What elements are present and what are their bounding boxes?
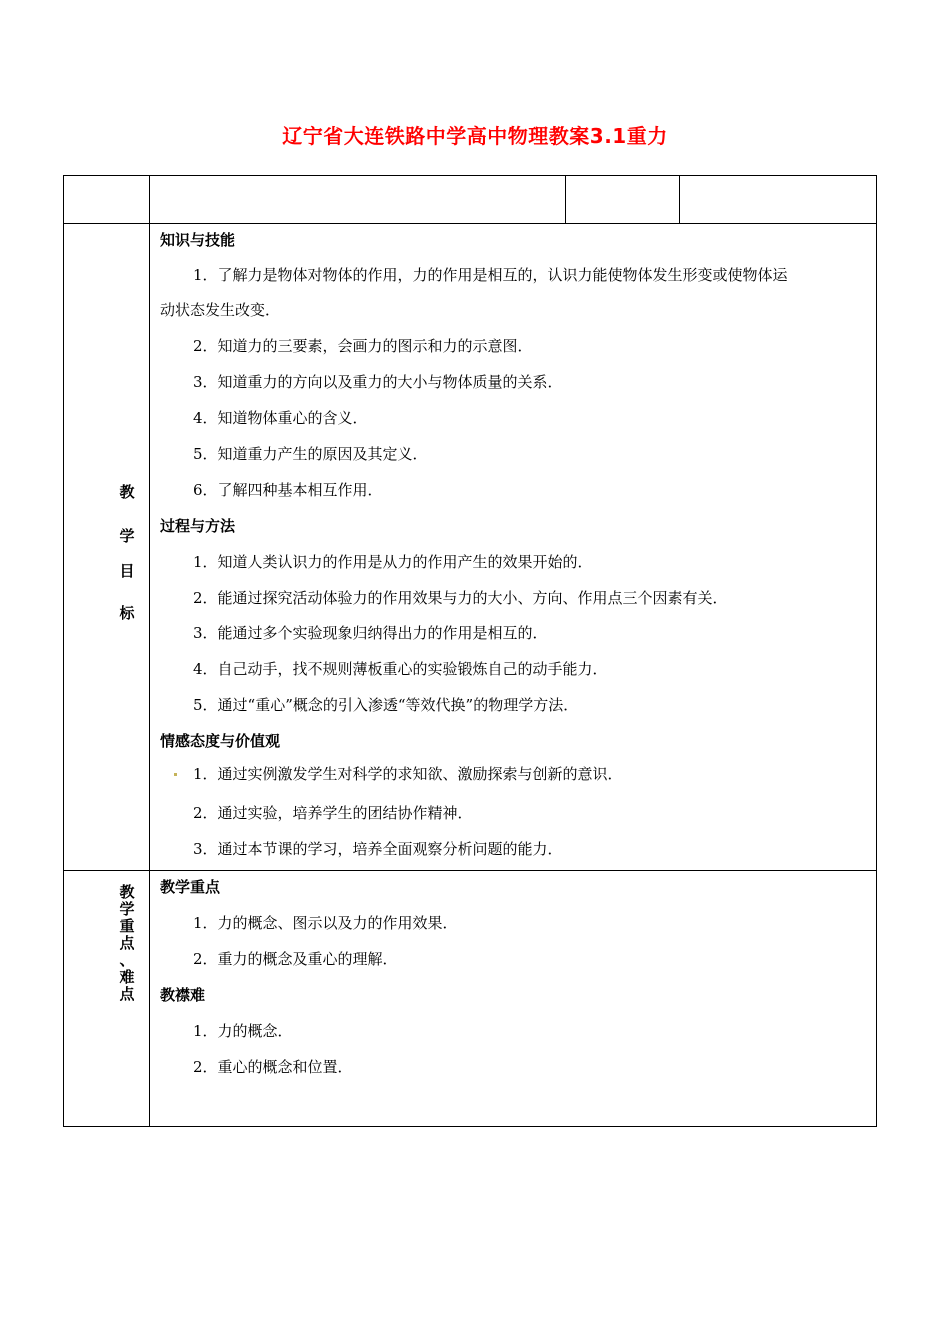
key-points-label-char: 点 [119, 934, 135, 952]
key-points-label-char: 教 [119, 883, 135, 901]
key-points-label-char: 难 [119, 968, 135, 986]
attitude-item: 2．通过实验，培养学生的团结协作精神． [193, 804, 473, 822]
knowledge-item: 6．了解四种基本相互作用． [193, 481, 383, 499]
attitude-item: 3．通过本节课的学习，培养全面观察分析问题的能力． [193, 840, 563, 858]
knowledge-item: 4．知道物体重心的含义． [193, 409, 368, 427]
page-title: 辽宁省大连铁路中学高中物理教案3.1重力 [282, 124, 668, 148]
header-cell [566, 176, 679, 223]
focus-item: 1．力的概念、图示以及力的作用效果． [193, 914, 458, 932]
process-item: 2．能通过探究活动体验力的作用效果与力的大小、方向、作用点三个因素有关． [193, 589, 728, 607]
key-points-label-char: 重 [119, 917, 135, 935]
difficulty-item: 1．力的概念． [193, 1022, 293, 1040]
objectives-row-divider [63, 870, 877, 871]
process-item: 4．自己动手，找不规则薄板重心的实验锻炼自己的动手能力． [193, 660, 608, 678]
objectives-label-char: 目 [119, 562, 135, 580]
knowledge-item: 2．知道力的三要素，会画力的图示和力的示意图． [193, 337, 533, 355]
difficulty-item: 2．重心的概念和位置． [193, 1058, 353, 1076]
knowledge-item: 1．了解力是物体对物体的作用，力的作用是相互的，认识力能使物体发生形变或使物体运 [193, 266, 788, 284]
header-cell [680, 176, 876, 223]
knowledge-item: 动状态发生改变． [160, 301, 281, 319]
process-item: 1．知道人类认识力的作用是从力的作用产生的效果开始的． [193, 553, 593, 571]
header-cell [64, 176, 149, 223]
key-points-label-char: 点 [119, 985, 135, 1003]
scan-artifact-dot [174, 773, 177, 776]
focus-item: 2．重力的概念及重心的理解． [193, 950, 398, 968]
header-row-divider [63, 223, 877, 224]
knowledge-item: 5．知道重力产生的原因及其定义． [193, 445, 428, 463]
process-item: 5．通过“重心”概念的引入渗透“等效代换”的物理学方法． [193, 696, 579, 714]
objectives-label-char: 教 [119, 483, 135, 501]
key-points-label-char: 学 [119, 900, 135, 918]
knowledge-item: 3．知道重力的方向以及重力的大小与物体质量的关系． [193, 373, 563, 391]
process-item: 3．能通过多个实验现象归纳得出力的作用是相互的． [193, 624, 548, 642]
difficulty-heading: 教襟难 [160, 986, 206, 1004]
objectives-label-char: 标 [119, 604, 135, 622]
header-col-divider-1 [149, 175, 150, 1127]
attitude-heading: 情感态度与价值观 [160, 732, 281, 750]
focus-heading: 教学重点 [160, 878, 221, 896]
knowledge-heading: 知识与技能 [160, 231, 236, 249]
objectives-label-char: 学 [119, 527, 135, 545]
key-points-label-char: 、 [119, 951, 135, 969]
process-heading: 过程与方法 [160, 517, 236, 535]
attitude-item: 1．通过实例激发学生对科学的求知欲、激励探索与创新的意识． [193, 765, 623, 783]
header-cell [150, 176, 565, 223]
